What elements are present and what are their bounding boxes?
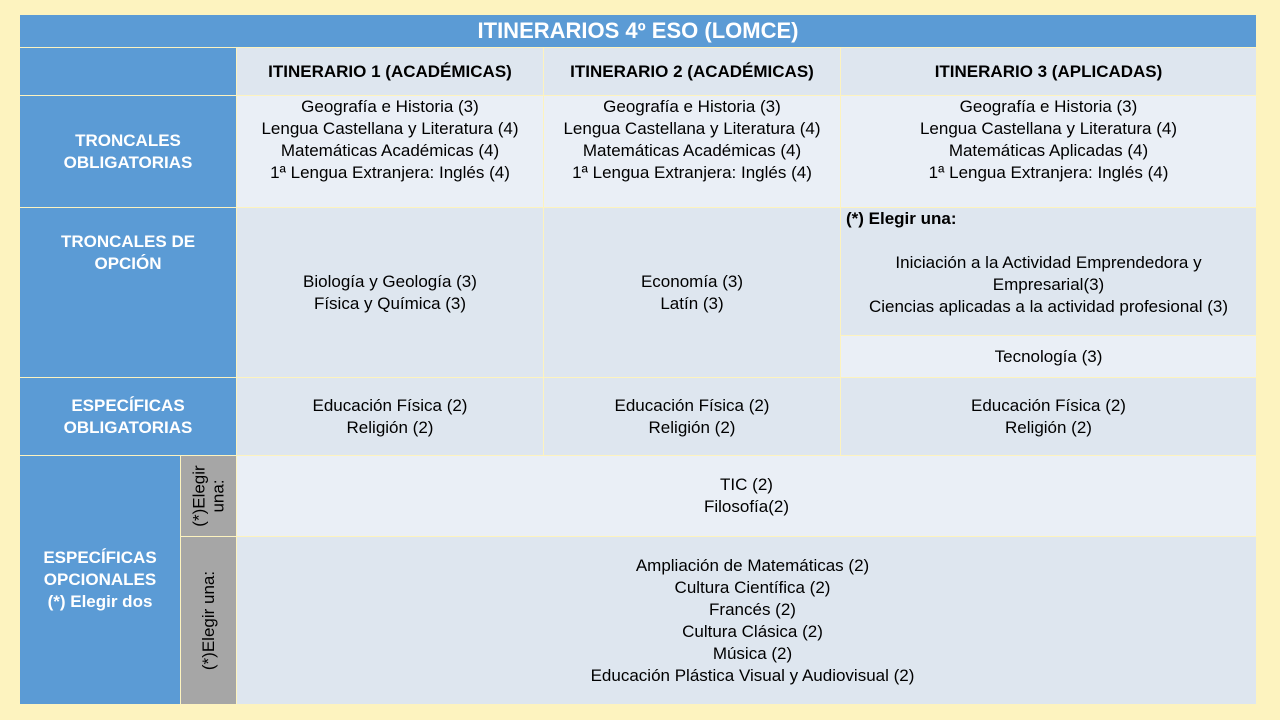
row-label-troncales-opcion: TRONCALES DE OPCIÓN xyxy=(20,208,236,377)
corner-cell xyxy=(20,48,236,95)
troncales-obligatorias-itinerario-3: Geografía e Historia (3) Lengua Castellana y Literatura (4) Matemáticas Aplicadas (4) 1ª Lengua Extranjera: Inglés (4) xyxy=(841,96,1256,207)
column-header-itinerario-1: ITINERARIO 1 (ACADÉMICAS) xyxy=(237,48,543,95)
table-title-text: ITINERARIOS 4º ESO (LOMCE) xyxy=(477,18,799,43)
especificas-obligatorias-itinerario-2: Educación Física (2) Religión (2) xyxy=(544,378,840,455)
group1-rotated-label: (*)Elegir una: xyxy=(181,456,236,536)
especificas-obligatorias-itinerario-1: Educación Física (2) Religión (2) xyxy=(237,378,543,455)
especificas-obligatorias-itinerario-3: Educación Física (2) Religión (2) xyxy=(841,378,1256,455)
column-header-itinerario-3: ITINERARIO 3 (APLICADAS) xyxy=(841,48,1256,95)
troncales-obligatorias-itinerario-1: Geografía e Historia (3) Lengua Castellana y Literatura (4) Matemáticas Académicas (4) 1ª Lengua Extranjera: Inglés (4) xyxy=(237,96,543,207)
troncales-opcion-itinerario-1: Biología y Geología (3) Física y Química (3) xyxy=(237,208,543,377)
especificas-opcionales-group2: Ampliación de Matemáticas (2) Cultura Científica (2) Francés (2) Cultura Clásica (2) Música (2) Educación Plástica Visual y Audiovisual (2) xyxy=(237,537,1256,704)
row-label-troncales-obligatorias: TRONCALES OBLIGATORIAS xyxy=(20,96,236,207)
troncales-opcion-itinerario-3: (*) Elegir una: Iniciación a la Actividad Emprendedora y Empresarial(3) Ciencias aplicadas a la actividad profesional (3) xyxy=(841,208,1256,335)
group2-rotated-label: (*)Elegir una: xyxy=(181,537,236,704)
row-label-especificas-opcionales: ESPECÍFICAS OPCIONALES (*) Elegir dos xyxy=(20,456,180,704)
troncales-obligatorias-itinerario-2: Geografía e Historia (3) Lengua Castellana y Literatura (4) Matemáticas Académicas (4) 1ª Lengua Extranjera: Inglés (4) xyxy=(544,96,840,207)
row-label-especificas-obligatorias: ESPECÍFICAS OBLIGATORIAS xyxy=(20,378,236,455)
column-header-itinerario-2: ITINERARIO 2 (ACADÉMICAS) xyxy=(544,48,840,95)
table-title xyxy=(20,15,1256,47)
especificas-opcionales-group1: TIC (2) Filosofía(2) xyxy=(237,456,1256,536)
troncales-opcion-tecnologia: Tecnología (3) xyxy=(841,336,1256,377)
troncales-opcion-itinerario-2: Economía (3) Latín (3) xyxy=(544,208,840,377)
elegir-una-heading: (*) Elegir una: xyxy=(846,209,957,228)
